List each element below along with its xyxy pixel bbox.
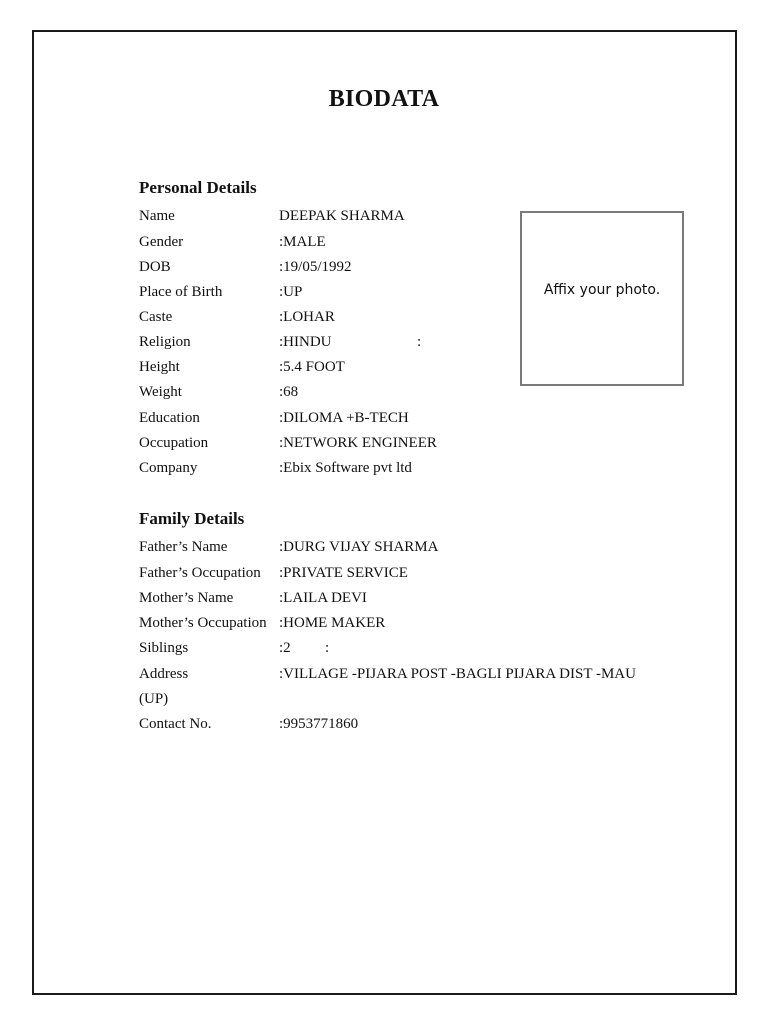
row-label: Address [139, 666, 189, 682]
row-value: :MALE [279, 234, 326, 250]
row-value: :LAILA DEVI [279, 590, 367, 606]
row-value: DEEPAK SHARMA [279, 208, 405, 224]
page-border [32, 30, 737, 995]
row-value: :9953771860 [279, 716, 359, 732]
row-value: :DURG VIJAY SHARMA [279, 539, 439, 555]
row-value: :UP [279, 284, 303, 300]
row-value: :Ebix Software pvt ltd [279, 460, 412, 476]
row-label: Name [139, 208, 175, 224]
row-value: :HOME MAKER [279, 615, 386, 631]
row-label: Mother’s Name [139, 590, 234, 606]
family-details-heading: Family Details [139, 509, 245, 528]
row-value: :NETWORK ENGINEER [279, 435, 437, 451]
religion-trailing-colon: : [417, 334, 422, 350]
row-label: Father’s Occupation [139, 565, 261, 581]
row-label: Weight [139, 384, 182, 400]
row-value: :19/05/1992 [279, 259, 352, 275]
row-value: :2 [279, 640, 291, 656]
row-label: Siblings [139, 640, 189, 656]
document-title: BIODATA [328, 86, 440, 112]
row-value: :VILLAGE -PIJARA POST -BAGLI PIJARA DIST -MAU [279, 666, 636, 682]
row-label: Religion [139, 334, 191, 350]
row-value: :68 [279, 384, 299, 400]
photo-placeholder[interactable] [520, 211, 684, 386]
row-value: :HINDU [279, 334, 332, 350]
row-label: Gender [139, 234, 184, 250]
personal-details-heading: Personal Details [139, 178, 257, 197]
row-value: :PRIVATE SERVICE [279, 565, 408, 581]
row-label: Mother’s Occupation [139, 615, 267, 631]
row-label: Place of Birth [139, 284, 223, 300]
row-value: :5.4 FOOT [279, 359, 345, 375]
row-label: Company [139, 460, 198, 476]
siblings-trailing-colon: : [325, 640, 330, 656]
row-label: Contact No. [139, 716, 212, 732]
row-label: Occupation [139, 435, 209, 451]
row-label: DOB [139, 259, 171, 275]
row-label: Education [139, 410, 200, 426]
row-label: (UP) [139, 691, 169, 707]
row-value: :DILOMA +B-TECH [279, 410, 409, 426]
photo-placeholder-text: Affix your photo. [543, 282, 661, 298]
row-value: :LOHAR [279, 309, 335, 325]
row-label: Height [139, 359, 180, 375]
row-label: Father’s Name [139, 539, 228, 555]
row-label: Caste [139, 309, 173, 325]
